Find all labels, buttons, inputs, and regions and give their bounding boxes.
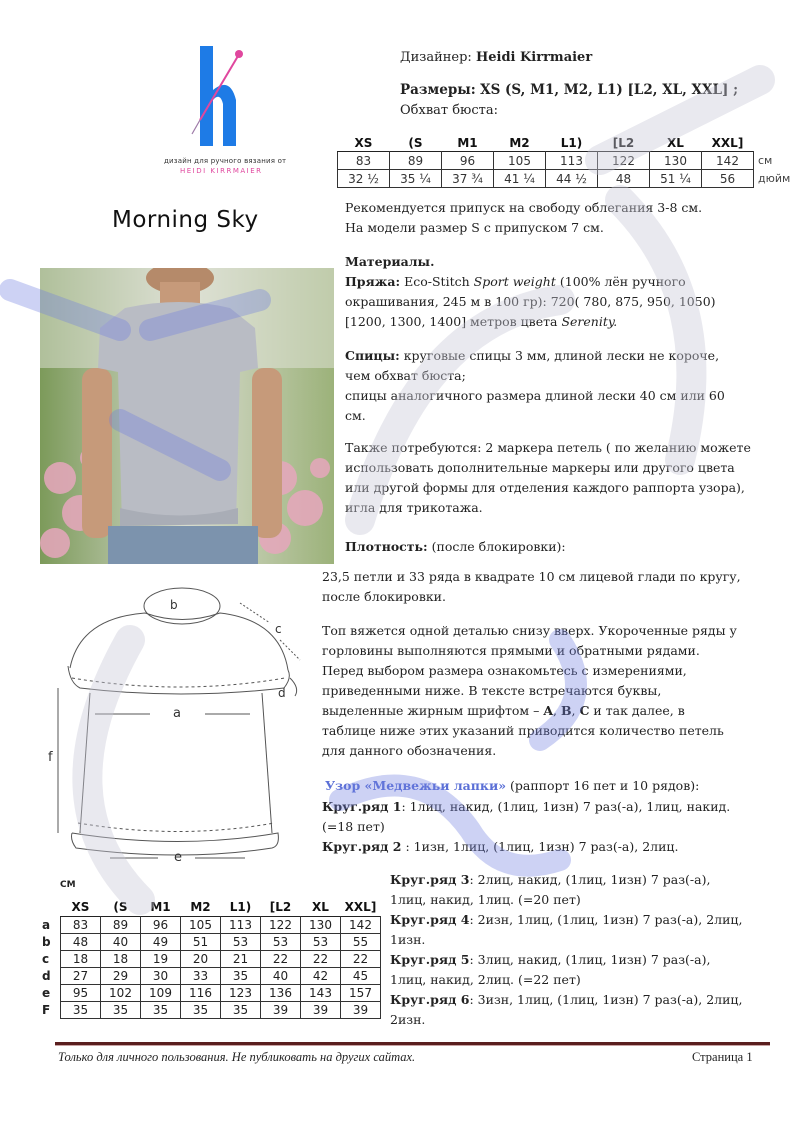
size-header: XXL]	[711, 136, 744, 150]
measurements-table	[42, 898, 381, 1019]
size-header: M2	[509, 136, 530, 150]
bust-row-inch	[338, 170, 794, 188]
table-cell: 35	[221, 1002, 261, 1019]
table-cell: 51	[181, 934, 221, 951]
footer-rule-light	[55, 1045, 770, 1046]
row-label: e	[42, 986, 51, 1000]
size-header: [L2	[612, 136, 635, 150]
round-sep: :	[401, 799, 410, 814]
table-cell: 20	[181, 951, 221, 968]
designer-name: Heidi Kirrmaier	[475, 50, 593, 65]
table-cell: 143	[301, 985, 341, 1002]
round-text: 2лиц, накид, (1лиц, 1изн) 7 раз(-а),	[477, 872, 711, 887]
table-cell: 83	[61, 917, 101, 934]
table-cell: 89	[101, 917, 141, 934]
table-cell: 39	[341, 1002, 381, 1019]
logo-brand-name: HEIDI KIRRMAIER	[180, 167, 263, 175]
table-cell: 83	[338, 152, 390, 170]
needles-line-4: см.	[345, 408, 366, 423]
schematic-label-c: c	[275, 622, 282, 636]
table-cell: 32 ½	[338, 170, 390, 188]
footer-note: Только для личного пользования. Не публиковать на других сайтах.	[58, 1050, 416, 1064]
intro-line-5b: и так далее, в	[589, 703, 685, 718]
size-header: XL	[312, 900, 329, 914]
round-text: 3изн, 1лиц, (1лиц, 1изн) 7 раз(-а), 2лиц,	[477, 992, 743, 1007]
pattern-repeat: (раппорт 16 пет и 10 рядов):	[506, 778, 700, 793]
size-header: (S	[113, 900, 128, 914]
row-label: c	[42, 952, 50, 966]
table-cell: 35 ¼	[390, 170, 442, 188]
yarn-desc-3: [1200, 1300, 1400] метров цвета	[345, 314, 558, 329]
gauge-heading	[345, 537, 566, 557]
needles-label: Спицы:	[345, 348, 400, 363]
round-label: Круг.ряд 4	[390, 912, 470, 927]
unit-label: см	[758, 154, 773, 167]
table-cell: 44 ½	[546, 170, 598, 188]
designer-line	[400, 48, 592, 68]
size-header: XXL]	[344, 900, 377, 914]
table-cell: 123	[221, 985, 261, 1002]
intro-line-6: таблице ниже этих указаний приводится количество петель	[322, 723, 724, 738]
table-row	[42, 951, 381, 968]
needles-line-1: круговые спицы 3 мм, длиной лески не короче,	[399, 348, 720, 363]
intro-line-7: для данного обозначения.	[322, 743, 497, 758]
row-label: b	[42, 935, 51, 949]
ease-line-1: Рекомендуется припуск на свободу облегания 3-8 см.	[345, 200, 703, 215]
materials-block	[345, 252, 790, 518]
pattern-title: Узор «Медвежьи лапки»	[325, 778, 507, 793]
round-sep: :	[469, 872, 478, 887]
size-header: XS	[354, 136, 373, 150]
unit-label: дюйм	[758, 172, 791, 185]
round-text-cont: 2изн.	[390, 1012, 426, 1027]
letter-a: A	[543, 703, 554, 718]
notions-line-2: использовать дополнительные маркеры или другого цвета	[345, 460, 735, 475]
pattern-title: Morning Sky	[112, 207, 259, 233]
table-cell: 105	[181, 917, 221, 934]
table-cell: 130	[301, 917, 341, 934]
ease-line-2: На модели размер S с припуском 7 см.	[345, 220, 604, 235]
yarn-label: Пряжа:	[345, 274, 401, 289]
table-cell: 95	[61, 985, 101, 1002]
row-label: a	[42, 918, 51, 932]
table-cell: 39	[301, 1002, 341, 1019]
round-label: Круг.ряд 3	[390, 872, 470, 887]
designer-logo	[160, 42, 300, 182]
pattern-heading	[325, 776, 699, 796]
sizes-label: Размеры:	[400, 82, 476, 98]
table-row	[42, 934, 381, 951]
table-cell: 18	[61, 951, 101, 968]
round-sep: :	[469, 952, 478, 967]
schematic-label-a: a	[173, 706, 181, 721]
yarn-desc: (100% лён ручного	[559, 274, 686, 289]
table-cell: 89	[390, 152, 442, 170]
table-cell: 48	[61, 934, 101, 951]
table-row	[42, 968, 381, 985]
notions-line-1: Также потребуются: 2 маркера петель ( по желанию можете	[345, 440, 751, 455]
measurement-unit: СМ	[60, 880, 76, 890]
notions-line-3: или другой формы для отделения каждого раппорта узора),	[345, 480, 745, 495]
sizes-line	[400, 80, 738, 100]
notions-line-4: игла для трикотажа.	[345, 500, 483, 515]
schematic-label-e: e	[174, 850, 182, 865]
intro-line-5a: выделенные жирным шрифтом –	[322, 703, 544, 718]
table-cell: 35	[141, 1002, 181, 1019]
gauge-line-1: 23,5 петли и 33 ряда в квадрате 10 см лицевой глади по кругу,	[322, 569, 741, 584]
gauge-line-2: после блокировки.	[322, 589, 446, 604]
table-cell: 21	[221, 951, 261, 968]
round-sep: :	[469, 992, 478, 1007]
pattern-rounds-2	[390, 870, 790, 1030]
size-header: M1	[457, 136, 478, 150]
table-cell: 109	[141, 985, 181, 1002]
round-text: 1изн, 1лиц, (1лиц, 1изн) 7 раз(-а), 2лиц.	[413, 839, 679, 854]
gauge-note: (после блокировки):	[427, 539, 566, 554]
table-cell: 30	[141, 968, 181, 985]
table-cell: 40	[101, 934, 141, 951]
round-label: Круг.ряд 1	[322, 799, 402, 814]
size-header: M1	[150, 900, 171, 914]
schematic-label-f: f	[48, 750, 53, 765]
round-label: Круг.ряд 5	[390, 952, 470, 967]
table-cell: 51 ¼	[650, 170, 702, 188]
yarn-brand: Eco-Stitch	[404, 274, 470, 289]
row-label: F	[42, 1003, 51, 1017]
round-label: Круг.ряд 2	[322, 839, 402, 854]
table-row	[42, 985, 381, 1002]
table-cell: 55	[341, 934, 381, 951]
intro-line-3: Перед выбором размера ознакомьтесь с измерениями,	[322, 663, 687, 678]
round-label: Круг.ряд 6	[390, 992, 470, 1007]
needles-line-3: спицы аналогичного размера длиной лески 40 см или 60	[345, 388, 725, 403]
table-cell: 53	[301, 934, 341, 951]
intro-block: Топ вяжется одной деталью снизу вверх. Укороченные ряды у горловины выполняются прямыми и обратными рядами. Перед выбором размера ознакомьтесь с измерениями, приведенными ниже. В тексте встречаются буквы, выделенные жирным шрифтом – A, B, C и так далее, в таблице ниже этих указаний приводится количество петель для данного обозначения.	[322, 621, 792, 761]
materials-heading: Материалы.	[345, 254, 435, 269]
size-header: L1)	[560, 136, 583, 150]
round-sep: :	[469, 912, 478, 927]
gauge-text	[322, 567, 792, 607]
measurements-header	[42, 898, 381, 917]
round-text-cont: (=18 пет)	[322, 819, 385, 834]
table-cell: 130	[650, 152, 702, 170]
table-cell: 33	[181, 968, 221, 985]
schematic-label-b: b	[170, 598, 178, 612]
table-cell: 49	[141, 934, 181, 951]
table-cell: 105	[494, 152, 546, 170]
table-cell: 102	[101, 985, 141, 1002]
table-cell: 18	[101, 951, 141, 968]
schematic-label-d: d	[278, 686, 286, 700]
table-row	[42, 1002, 381, 1019]
bust-size-table	[337, 135, 794, 188]
garment-schematic	[40, 578, 330, 868]
gauge-label: Плотность:	[345, 539, 428, 554]
table-cell: 122	[261, 917, 301, 934]
size-header: XL	[667, 136, 684, 150]
table-cell: 35	[181, 1002, 221, 1019]
table-cell: 27	[61, 968, 101, 985]
table-cell: 48	[598, 170, 650, 188]
size-header: [L2	[269, 900, 292, 914]
bust-table-header	[338, 135, 794, 152]
size-header: L1)	[229, 900, 252, 914]
table-cell: 56	[702, 170, 754, 188]
sizes-value: XS (S, M1, M2, L1) [L2, XL, XXL] ;	[480, 82, 739, 98]
table-cell: 19	[141, 951, 181, 968]
table-cell: 29	[101, 968, 141, 985]
table-cell: 136	[261, 985, 301, 1002]
needles-line-2: чем обхват бюста;	[345, 368, 466, 383]
round-text: 2изн, 1лиц, (1лиц, 1изн) 7 раз(-а), 2лиц,	[477, 912, 743, 927]
round-sep: :	[401, 839, 414, 854]
table-cell: 122	[598, 152, 650, 170]
table-cell: 96	[141, 917, 181, 934]
intro-line-2: горловины выполняются прямыми и обратными рядами.	[322, 643, 700, 658]
table-cell: 53	[221, 934, 261, 951]
table-cell: 22	[301, 951, 341, 968]
bust-label: Обхват бюста:	[400, 103, 498, 118]
intro-line-1: Топ вяжется одной деталью снизу вверх. Укороченные ряды у	[322, 623, 737, 638]
model-photo	[40, 268, 334, 564]
table-cell: 37 ¾	[442, 170, 494, 188]
round-text-cont: 1лиц, накид, 1лиц. (=20 пет)	[390, 892, 581, 907]
table-cell: 157	[341, 985, 381, 1002]
yarn-desc-2: окрашивания, 245 м в 100 гр): 720( 780, 875, 950, 1050)	[345, 294, 716, 309]
table-cell: 40	[261, 968, 301, 985]
table-cell: 45	[341, 968, 381, 985]
table-cell: 142	[341, 917, 381, 934]
table-row	[42, 917, 381, 934]
table-cell: 22	[261, 951, 301, 968]
letter-b: B	[560, 703, 572, 718]
intro-line-4: приведенными ниже. В тексте встречаются буквы,	[322, 683, 662, 698]
table-cell: 113	[546, 152, 598, 170]
round-text: 1лиц, накид, (1лиц, 1изн) 7 раз(-а), 1лиц, накид.	[409, 799, 731, 814]
page-number: Страница 1	[692, 1050, 753, 1064]
bust-row-cm	[338, 152, 794, 170]
table-cell: 22	[341, 951, 381, 968]
table-cell: 39	[261, 1002, 301, 1019]
letter-c: C	[579, 703, 590, 718]
table-cell: 142	[702, 152, 754, 170]
table-cell: 53	[261, 934, 301, 951]
table-cell: 41 ¼	[494, 170, 546, 188]
table-cell: 35	[101, 1002, 141, 1019]
size-header: M2	[190, 900, 211, 914]
size-header: (S	[408, 136, 423, 150]
round-text: 3лиц, накид, (1лиц, 1изн) 7 раз(-а),	[477, 952, 711, 967]
table-cell: 35	[221, 968, 261, 985]
round-text-cont: 1изн.	[390, 932, 426, 947]
round-text-cont: 1лиц, накид, 2лиц. (=22 пет)	[390, 972, 581, 987]
row-label: d	[42, 969, 51, 983]
logo-caption: дизайн для ручного вязания от	[164, 157, 287, 165]
logo-h-icon	[160, 42, 300, 154]
table-cell: 42	[301, 968, 341, 985]
ease-block	[345, 198, 785, 238]
designer-label: Дизайнер:	[400, 50, 472, 65]
size-header: XS	[71, 900, 90, 914]
table-cell: 35	[61, 1002, 101, 1019]
table-cell: 116	[181, 985, 221, 1002]
table-cell: 96	[442, 152, 494, 170]
pattern-rounds-1	[322, 797, 792, 857]
yarn-weight: Sport weight	[473, 274, 556, 289]
yarn-color: Serenity.	[561, 314, 618, 329]
table-cell: 113	[221, 917, 261, 934]
